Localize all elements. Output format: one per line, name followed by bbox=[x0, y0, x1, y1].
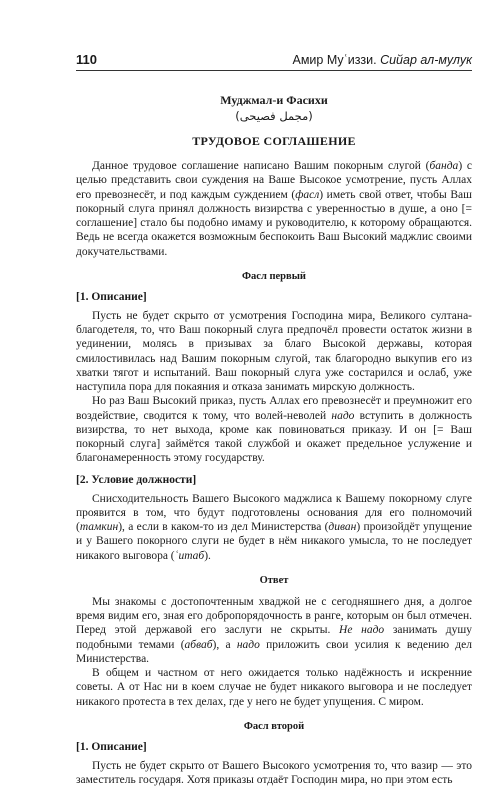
fasl-1-subheading-description: [1. Описание] bbox=[76, 290, 147, 303]
page bbox=[76, 52, 472, 787]
running-work: Сийар ал-мулук bbox=[380, 53, 472, 67]
source-title: Муджмал-и Фасихи bbox=[220, 93, 328, 107]
fasl-1-paragraph-3: Снисходительность Вашего Высокого маджлиса к Вашему покорному слуге проявится в том, что будут подготовлены основания для его полномочий (тамкин), а если в каком-то из дел Министерства (диван) произойдёт упущение и у Вашего покорного слуги не будет в нём никакого умысла, то не последует никакого выговора (ʿитаб). bbox=[76, 492, 472, 562]
intro-paragraph: Данное трудовое соглашение написано Вашим покорным слугой (банда) с целью представить свои суждения на Ваше Высокое усмотрение, пусть Аллах его превознесёт, и под каждым суждением (фасл) иметь свой ответ, чтобы Ваш покорный слуга принял должность визирства с уверенностью в душе, а оно [= соглашение] стало бы подобно имаму и руководителю, к которому обращаются. Ведь не всегда окажется возможным беспокоить Ваш Высокий маджлис своими докучательствами. bbox=[76, 160, 472, 258]
running-title bbox=[293, 52, 473, 68]
fasl-1-heading: Фасл первый bbox=[242, 270, 306, 282]
answer-paragraph-1: Мы знакомы с достопочтенным хваджой не с сегодняшнего дня, а долгое время видим его, зная его добропорядочность в ранге, которым он был отмечен. Перед этой державой его заслуги не скрыты. Не надо занимать душу подобными темами (абваб), а надо приложить свои усилия к ведению дел Министерства. bbox=[76, 595, 473, 665]
running-author: Амир Муʿиззи. bbox=[292, 53, 377, 67]
document-title: ТРУДОВОЕ СОГЛАШЕНИЕ bbox=[192, 134, 356, 148]
fasl-2-subheading-description: [1. Описание] bbox=[76, 740, 147, 753]
answer-heading: Ответ bbox=[259, 574, 289, 586]
fasl-1-subheading-condition: [2. Условие должности] bbox=[76, 473, 197, 486]
fasl-1-paragraph-1: Пусть не будет скрыто от усмотрения Господина мира, Великого султана-благодетеля, то, что Ваш покорный слуга предпочёл провести остаток жизни в уединении, молясь в призывах за благо Высокой державы, которая смилостивилась над Вашим покорным слугой, так благородно выкупив его из хватки тягот и испытаний. Ваш покорный слуга уже состарился и ослаб, уже наступила пора для покаяния и отказа занимать мирскую должность. bbox=[76, 309, 472, 393]
source-title-arabic: (مجمل فصيحى) bbox=[235, 109, 313, 123]
fasl-1-paragraph-2: Но раз Ваш Высокий приказ, пусть Аллах его превознесёт и преумножит его воздействие, сводится к тому, что волей-неволей надо вступить в должность визирства, то нет выхода, кроме как повиноваться приказу. И он [= Ваш покорный слуга] займётся такой службой и окажет предельное услужение и благонамеренность этому государству. bbox=[76, 395, 472, 465]
fasl-2-paragraph-1: Пусть не будет скрыто от Вашего Высокого усмотрения то, что вазир — это заместитель государя. Хотя приказы отдаёт Господин мира, но при этом есть bbox=[76, 759, 472, 786]
fasl-2-heading: Фасл второй bbox=[243, 720, 305, 732]
running-header bbox=[76, 52, 472, 71]
answer-paragraph-2: В общем и частном от него ожидается только надёжность и искренние советы. А от Нас ни в коем случае не будет никакого выговора и не последует никакого протеста в тех делах, где у него не будет упущения. С миром. bbox=[76, 667, 472, 708]
page-number: 110 bbox=[76, 52, 97, 67]
